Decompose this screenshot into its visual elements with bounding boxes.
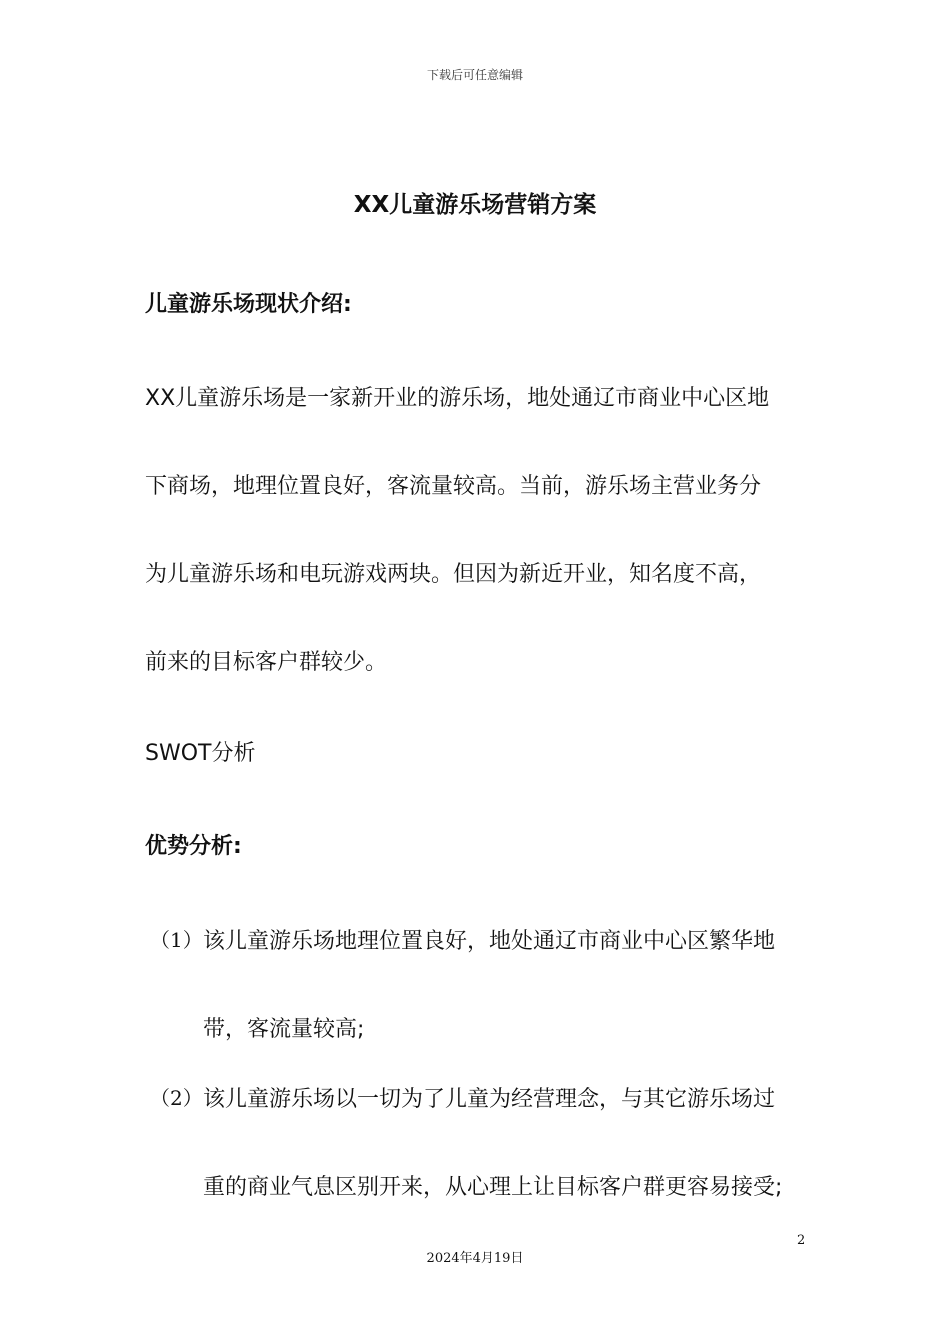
intro-line-3: 为儿童游乐场和电玩游戏两块。但因为新近开业，知名度不高， <box>145 562 762 587</box>
page-number: 2 <box>797 1233 806 1248</box>
list-item-number-1: （1） <box>150 928 203 952</box>
list-item-1-line-2: 带，客流量较高; <box>203 1017 365 1042</box>
list-item-number-2: （2） <box>150 1086 203 1110</box>
list-item-2-line-1: 该儿童游乐场以一切为了儿童为经营理念，与其它游乐场过 <box>203 1087 776 1112</box>
footer-date: 2024年4月19日 <box>426 1251 524 1266</box>
intro-line-2: 下商场，地理位置良好，客流量较高。当前，游乐场主营业务分 <box>145 474 762 499</box>
swot-heading: SWOT分析 <box>145 741 256 766</box>
intro-line-1: XX儿童游乐场是一家新开业的游乐场，地处通辽市商业中心区地 <box>145 386 770 411</box>
header-note: 下载后可任意编辑 <box>426 68 523 82</box>
document-title: XX儿童游乐场营销方案 <box>353 192 597 218</box>
intro-line-4: 前来的目标客户群较少。 <box>145 650 388 675</box>
advantages-heading: 优势分析: <box>145 834 242 859</box>
list-item-1-line-1: 该儿童游乐场地理位置良好，地处通辽市商业中心区繁华地 <box>203 929 776 954</box>
intro-heading: 儿童游乐场现状介绍: <box>145 292 352 317</box>
list-item-2-line-2: 重的商业气息区别开来，从心理上让目标客户群更容易接受; <box>203 1175 783 1200</box>
